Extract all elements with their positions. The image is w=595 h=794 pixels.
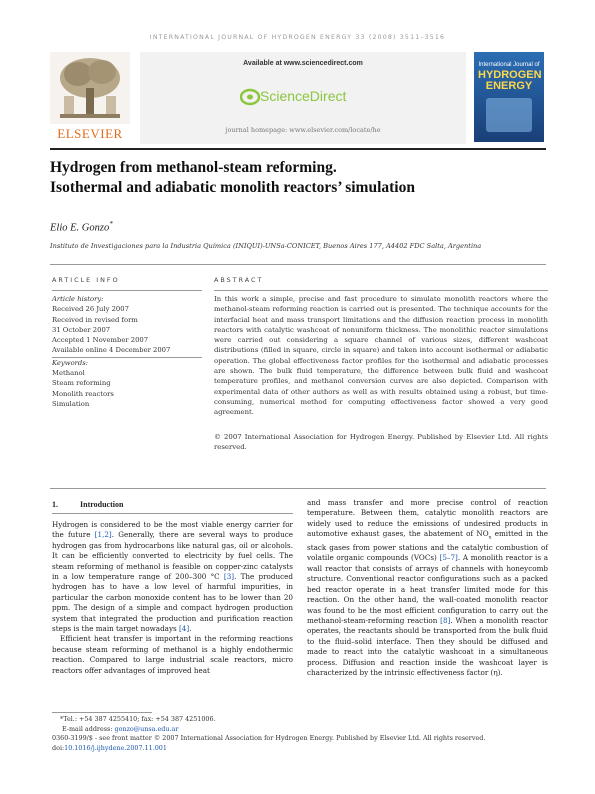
article-title xyxy=(50,158,550,198)
keywords-label: Keywords: xyxy=(52,358,89,367)
abstract-heading: ABSTRACT xyxy=(214,276,264,284)
text: . Generally, there are several ways to produce hydrogen gas from hydrocarbons like natural gas, oil or alcohols. It can be efficiently converted to electricity by fuel cells. The steam reforming of methanol is feasible on copper-zinc catalysts in a low temperature range of 200–300 °C xyxy=(52,530,293,582)
author-name: Elio E. Gonzo xyxy=(50,222,110,234)
citation-link[interactable]: [1,2] xyxy=(94,530,112,540)
keyword: Steam reforming xyxy=(52,379,111,388)
journal-citation-line: INTERNATIONAL JOURNAL OF HYDROGEN ENERGY 33 (2008) 3511–3516 xyxy=(149,34,446,41)
email-link[interactable]: gonzo@unsa.edu.ar xyxy=(114,724,179,733)
citation-link[interactable]: [5–7] xyxy=(439,553,458,563)
section-title: Introduction xyxy=(80,500,124,509)
intro-heading xyxy=(52,500,123,509)
article-info xyxy=(52,294,202,409)
journal-homepage[interactable]: journal homepage: www.elsevier.com/locate/he xyxy=(225,126,381,134)
footnote-rule xyxy=(52,712,152,713)
elsevier-tree-icon xyxy=(50,52,130,124)
right-column xyxy=(307,498,548,678)
cover-subtitle: International Journal of xyxy=(478,62,540,68)
divider xyxy=(214,290,548,291)
text: emitted in the stack gases from power stations and the catalytic combustion of volatile organic compounds (VOCs) xyxy=(307,529,548,563)
citation-link[interactable]: [3] xyxy=(223,572,235,582)
text: . xyxy=(189,624,192,634)
author-footnote-mark[interactable]: * xyxy=(109,220,113,228)
doi-label: doi: xyxy=(52,743,65,752)
text: and mass transfer and more precise control of reaction temperature. Between them, catalytic monolith reactors are widely used to reduce the emissions of undesired products in automotive exhaust gases, the abatement of NO xyxy=(307,498,548,539)
title-line-2: Isothermal and adiabatic monolith reactors’ simulation xyxy=(50,179,415,196)
divider xyxy=(52,513,293,514)
paragraph xyxy=(307,498,548,678)
email-line xyxy=(52,725,552,735)
sciencedirect-logo-text: ScienceDirect xyxy=(260,88,347,104)
text: . When a monolith reactor operates, the reactants should be transported from the bulk fluid to the fluid–solid interface. Then they should be diffused and made to react into the catalytic washcoat in a simultaneous process. Diffusion and reaction inside the washcoat layer is characterized by the intrinsic effectiveness factor (η). xyxy=(307,615,548,677)
keyword: Simulation xyxy=(52,399,90,408)
subscript: x xyxy=(488,534,492,541)
availability-text[interactable]: Available at www.sciencedirect.com xyxy=(243,60,363,67)
text: . The produced hydrogen has to have a low level of harmful impurities, in particular the carbon monoxide content has to be lower than 20 ppm. The design of a simple and compact hydrogen production system that integrated the production and purification reaction steps is the main target nowadays xyxy=(52,572,293,634)
abstract-text: In this work a simple, precise and fast procedure to simulate monolith reactors where the methanol-steam reforming reaction is carried out is presented. The technique accounts for the interfacial heat and mass transport limitations and the diffusion reaction process in monolith reactors with catalytic washcoat of nonuniform thickness. The monolithic reactor simulations were carried out considering a square channel of various sizes, different washcoat distributions (filled in square, circle in square) and taken into account isothermal or adiabatic operation. The global effectiveness factor profiles for the isothermal and adiabatic processes are shown. The bulk fluid temperature, the difference between bulk fluid and washcoat temperature profiles, and methanol conversion curves are also depicted. Comparison with experimental data of other authors as well as with results obtained using a robust, but time-consuming, numerical method for computing effectiveness factor showed a very good agreement. xyxy=(214,295,548,417)
issn-line: 0360-3199/$ - see front matter © 2007 International Association for Hydrogen Energy. Published by Elsevier Ltd. All rights reserved. xyxy=(52,734,486,743)
text: . A monolith reactor is a wall reactor that consists of arrays of channels with honeycomb structure. Conventional reactor configurations such as a packed bed reactor operate in a heat transfer limited mode for this reaction. On the other hand, the wall-coated monolith reactor was found to be the most efficient configuration to carry out the methanol-steam-reforming reaction xyxy=(307,553,548,625)
divider xyxy=(50,264,546,265)
email-label: E-mail address: xyxy=(62,724,115,733)
affiliation: Instituto de Investigaciones para la Industria Química (INIQUI)-UNSa-CONICET, Buenos Aires 177, A4402 FDC Salta, Argentina xyxy=(50,242,482,250)
divider xyxy=(52,290,202,291)
abstract-copyright xyxy=(214,432,548,453)
history-item: Received in revised form xyxy=(52,315,138,324)
elsevier-logo xyxy=(50,52,130,140)
history-item: Accepted 1 November 2007 xyxy=(52,336,149,345)
keyword: Methanol xyxy=(52,369,85,378)
citation-link[interactable]: [4] xyxy=(179,624,190,634)
doi-link[interactable]: 10.1016/j.ijhydene.2007.11.001 xyxy=(64,743,167,752)
history-item: Available online 4 December 2007 xyxy=(52,345,202,357)
copyright-text: © 2007 International Association for Hydrogen Energy. Published by Elsevier Ltd. All rights reserved. xyxy=(214,433,548,452)
sciencedirect-banner xyxy=(140,52,466,144)
divider xyxy=(50,488,546,489)
keyword: Monolith reactors xyxy=(52,389,114,398)
left-column xyxy=(52,520,293,676)
paragraph xyxy=(52,520,293,634)
cover-title: HYDROGEN ENERGY xyxy=(478,69,542,92)
section-number: 1. xyxy=(52,500,58,509)
history-item: 31 October 2007 xyxy=(52,325,111,334)
paragraph: Efficient heat transfer is important in the reforming reactions because steam reforming of methanol is a highly endothermic reaction. Compared to large industrial scale reactors, micro reactors offer advantages of improved heat xyxy=(52,634,293,675)
journal-cover xyxy=(474,52,544,142)
header-rule xyxy=(50,148,546,150)
contact-line: *Tel.: +54 387 4255410; fax: +54 387 4251006. xyxy=(60,715,216,723)
publisher-name: ELSEVIER xyxy=(57,126,123,141)
article-info-heading: ARTICLE INFO xyxy=(52,276,120,284)
author xyxy=(50,220,113,234)
history-label: Article history: xyxy=(52,295,104,303)
text: Hydrogen is considered to be the most viable energy carrier for the future xyxy=(52,520,293,540)
cover-image xyxy=(486,98,532,132)
doi-line xyxy=(52,744,552,754)
title-line-1: Hydrogen from methanol-steam reforming. xyxy=(50,159,337,176)
history-item: Received 26 July 2007 xyxy=(52,305,129,314)
citation-link[interactable]: [8] xyxy=(440,615,451,625)
footnote xyxy=(52,715,552,753)
